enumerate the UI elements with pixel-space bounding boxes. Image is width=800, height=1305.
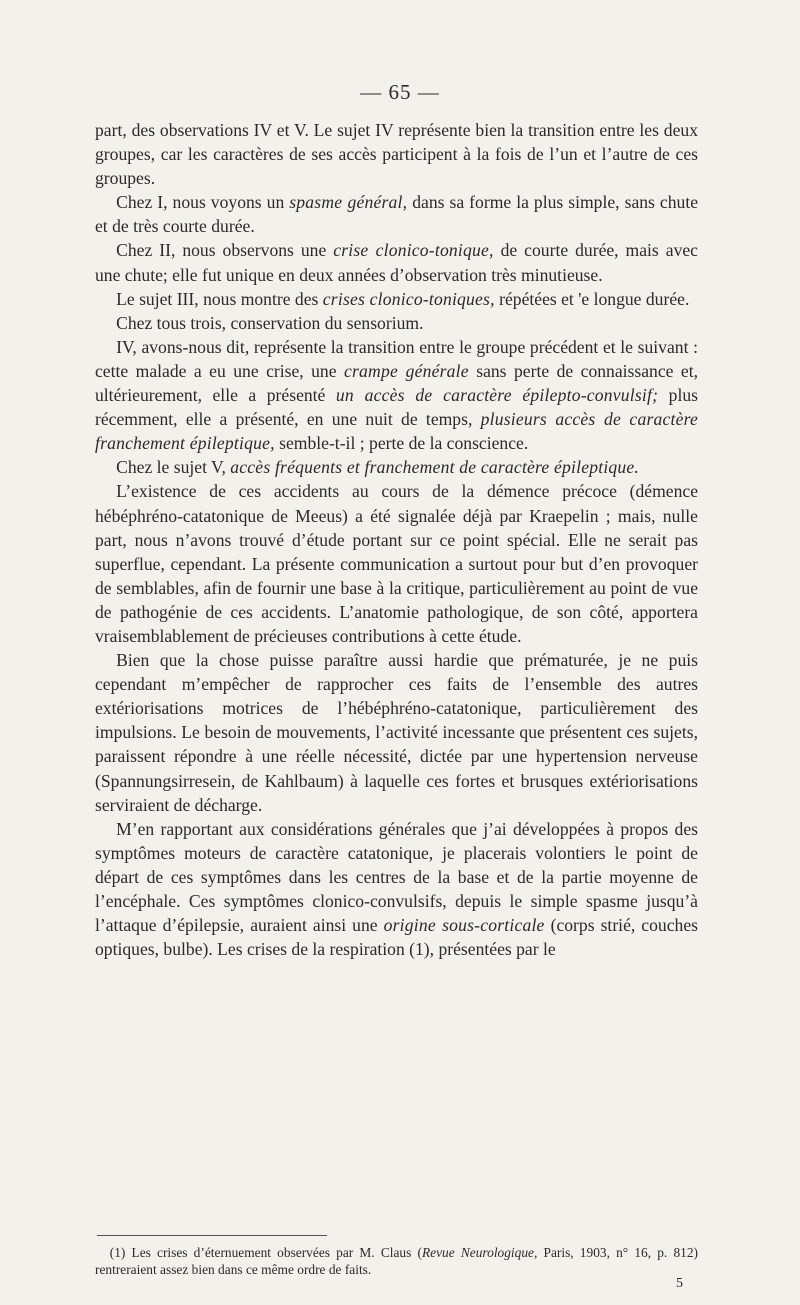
paragraph: IV, avons-nous dit, représente la transition entre le groupe précédent et le suivant : cette malade a eu une crise, une crampe générale sans perte de connaissance et, ultérieurement, elle a présenté un accès de caractère épilepto-convulsif; plus récemment, elle a présenté, en une nuit de temps, plusieurs accès de caractère franchement épileptique, semble-t-il ; perte de la conscience. [95, 336, 699, 454]
emphasis: crampe générale [344, 360, 469, 381]
emphasis: crises clonico-toniques, [322, 288, 495, 309]
emphasis: plusieurs accès de caractère franchement épileptique, [95, 409, 698, 454]
paragraph: part, des observations IV et V. Le sujet IV représente bien la transition entre les deux groupes, car les caractères de ses accès participent à la fois de l’un et l’autre de ces groupes. [95, 120, 698, 189]
paragraph: L’existence de ces accidents au cours de la démence précoce (démence hébéphréno-catatonique de Meeus) a été signalée déjà par Kraepelin ; mais, nulle part, nous n’avons trouvé d’étude portant sur ce point spécial. Elle ne serait pas superflue, cependant. La présente communication a surtout pour but d’en provoquer de semblables, afin de fournir une base à la critique, particulièrement au point de vue de pathogénie de ces accidents. L’anatomie pathologique, de son côté, apportera vraisemblablement de précieuses contributions à cette étude. [95, 481, 698, 646]
paragraph: Le sujet III, nous montre des crises clonico-toniques, répétées et 'e longue durée. [116, 288, 690, 309]
signature-mark: 5 [676, 1276, 683, 1291]
footnote-rule [97, 1235, 327, 1236]
paragraph: Chez le sujet V, accès fréquents et franchement de caractère épileptique. [116, 457, 640, 478]
journal-title: Revue Neurologique, [421, 1245, 538, 1260]
footnote-text: (1) Les crises d’éternuement observées par M. Claus (Revue Neurologique, Paris, 1903, n° 16, p. 812) rentreraient assez bien dans ce même ordre de faits. [95, 1245, 698, 1277]
paragraph: Chez I, nous voyons un spasme général, dans sa forme la plus simple, sans chute et de très courte durée. [95, 192, 699, 237]
emphasis: crise clonico-tonique, [333, 240, 494, 261]
paragraph: M’en rapportant aux considérations générales que j’ai développées à propos des symptômes moteurs de caractère catatonique, je placerais volontiers le point de départ de ces symptômes dans les centres de la base et de la partie moyenne de l’encéphale. Ces symptômes clonico-convulsifs, depuis le simple spasme jusqu’à l’attaque d’épilepsie, auraient ainsi une origine sous-corticale (corps strié, couches optiques, bulbe). Les crises de la respiration (1), présentées par le [95, 818, 698, 960]
paragraph: Chez II, nous observons une crise clonico-tonique, de courte durée, mais avec une chute; elle fut unique en deux années d’observation très minutieuse. [95, 240, 698, 285]
paragraph: Bien que la chose puisse paraître aussi hardie que prématurée, je ne puis cependant m’empêcher de rapprocher ces faits de l’ensemble des autres extériorisations motrices de l’hébéphréno-catatonique, particulièrement des impulsions. Le besoin de mouvements, l’activité incessante que présentent ces sujets, paraissent répondre à une réelle nécessité, dictée par une hypertension nerveuse (Spannungsirresein, de Kahlbaum) à laquelle ces fortes et brusques extériorisations serviraient de décharge. [95, 650, 698, 815]
paragraph: Chez tous trois, conservation du sensorium. [116, 312, 424, 333]
body-text [95, 118, 698, 961]
page-number: — 65 — [360, 80, 440, 104]
emphasis: un accès de caractère épilepto-convulsif; [335, 385, 659, 406]
emphasis: accès fréquents et franchement de caractère épileptique. [230, 457, 640, 478]
emphasis: spasme général, [289, 192, 408, 213]
footnote [95, 1235, 698, 1278]
emphasis: origine sous-corticale [383, 915, 545, 936]
